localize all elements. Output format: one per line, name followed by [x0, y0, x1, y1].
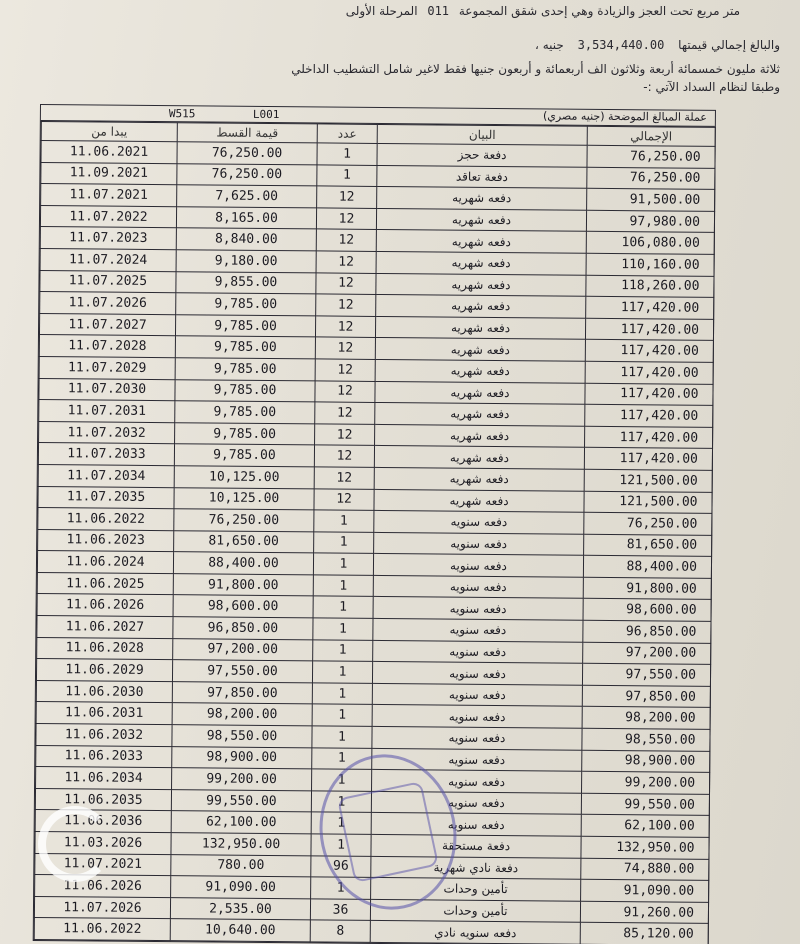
start-date-cell: 11.07.2023 [40, 227, 176, 250]
total-cell: 91,090.00 [581, 879, 709, 902]
start-date-cell: 11.07.2026 [34, 896, 170, 919]
unit-code-1: W515 [168, 107, 196, 121]
installment-value-cell: 76,250.00 [177, 142, 317, 165]
column-header-start-date: يبدا من [41, 122, 177, 142]
count-cell: 1 [312, 748, 372, 770]
description-cell: دفعة مستحقة [371, 834, 581, 857]
start-date-cell: 11.07.2022 [40, 205, 176, 228]
total-cell: 117,420.00 [585, 426, 713, 449]
total-cell: 74,880.00 [581, 858, 709, 881]
count-cell: 1 [313, 640, 373, 662]
column-header-total: الإجمالي [587, 126, 715, 146]
count-cell: 1 [312, 661, 372, 683]
count-cell: 1 [311, 834, 371, 856]
amount-in-words: ثلاثة مليون خمسمائة أربعة وثلاثون الف أربعمائة و أربعون جنيها فقط لاغير شامل التشطيب الداخلي [291, 62, 780, 76]
total-cell: 132,950.00 [581, 836, 709, 859]
total-cell: 99,550.00 [581, 793, 709, 816]
stamp-logo [337, 781, 439, 883]
column-header-installment-value: قيمة القسط [177, 123, 317, 143]
installment-value-cell: 76,250.00 [177, 163, 317, 186]
count-cell: 36 [310, 899, 370, 921]
total-cell: 81,650.00 [584, 534, 712, 557]
description-cell: دفعه سنويه [371, 791, 581, 814]
count-cell: 1 [317, 165, 377, 187]
installment-value-cell: 9,785.00 [175, 422, 315, 445]
total-cell: 76,250.00 [584, 512, 712, 535]
description-cell: دفعه شهريه [377, 187, 587, 210]
count-cell: 12 [316, 272, 376, 294]
total-label: والبالغ إجمالي قيمتها [678, 38, 780, 52]
start-date-cell: 11.06.2035 [35, 788, 171, 811]
description-cell: دفعة نادي شهرية [371, 856, 581, 879]
start-date-cell: 11.07.2035 [38, 486, 174, 509]
start-date-cell: 11.06.2030 [36, 680, 172, 703]
installment-value-cell: 91,090.00 [171, 876, 311, 899]
description-cell: دفعه شهريه [375, 316, 585, 339]
count-cell: 1 [313, 596, 373, 618]
count-cell: 1 [313, 575, 373, 597]
start-date-cell: 11.06.2022 [34, 918, 170, 941]
description-cell: دفعه سنويه [373, 618, 583, 641]
group-number: 011 [427, 4, 450, 18]
start-date-cell: 11.06.2026 [35, 875, 171, 898]
count-cell: 1 [312, 683, 372, 705]
start-date-cell: 11.06.2034 [36, 767, 172, 790]
description-cell: دفعه شهريه [375, 381, 585, 404]
count-cell: 1 [312, 769, 372, 791]
installment-value-cell: 98,600.00 [173, 595, 313, 618]
unit-code-2: L001 [252, 107, 280, 122]
description-cell: دفعه سنويه [372, 726, 582, 749]
installment-value-cell: 62,100.00 [171, 811, 311, 834]
total-cell: 85,120.00 [580, 923, 708, 944]
total-cell: 97,980.00 [586, 210, 714, 233]
total-cell: 98,900.00 [582, 750, 710, 773]
total-cell: 117,420.00 [585, 361, 713, 384]
description-cell: دفعه شهريه [375, 424, 585, 447]
count-cell: 8 [310, 920, 370, 942]
start-date-cell: 11.07.2032 [39, 421, 175, 444]
start-date-cell: 11.06.2021 [41, 141, 177, 164]
count-cell: 12 [315, 424, 375, 446]
installment-value-cell: 2,535.00 [170, 897, 310, 920]
installment-value-cell: 99,550.00 [171, 789, 311, 812]
installment-value-cell: 10,640.00 [170, 919, 310, 942]
count-cell: 12 [315, 402, 375, 424]
installment-value-cell: 98,200.00 [172, 703, 312, 726]
total-cell: 117,420.00 [584, 448, 712, 471]
start-date-cell: 11.06.2029 [36, 659, 172, 682]
total-cell: 97,550.00 [582, 664, 710, 687]
watermark-logo-icon [38, 806, 112, 882]
count-cell: 1 [311, 791, 371, 813]
total-cell: 97,850.00 [582, 685, 710, 708]
total-cell: 62,100.00 [581, 815, 709, 838]
start-date-cell: 11.09.2021 [41, 162, 177, 185]
start-date-cell: 11.06.2028 [37, 637, 173, 660]
installment-value-cell: 9,180.00 [176, 250, 316, 273]
installment-value-cell: 96,850.00 [173, 617, 313, 640]
count-cell: 1 [313, 553, 373, 575]
installment-value-cell: 9,785.00 [174, 444, 314, 467]
description-cell: دفعه سنويه [373, 575, 583, 598]
description-cell: دفعه سنويه [372, 748, 582, 771]
count-cell: 12 [316, 294, 376, 316]
installment-value-cell: 97,850.00 [172, 682, 312, 705]
total-cell: 76,250.00 [587, 167, 715, 190]
installment-value-cell: 7,625.00 [177, 185, 317, 208]
total-cell: 117,420.00 [585, 383, 713, 406]
count-cell: 1 [312, 704, 372, 726]
description-cell: دفعه سنويه [371, 813, 581, 836]
installment-value-cell: 81,650.00 [174, 530, 314, 553]
description-cell: دفعه شهريه [375, 403, 585, 426]
start-date-cell: 11.06.2031 [36, 702, 172, 725]
installment-value-cell: 8,165.00 [176, 206, 316, 229]
description-cell: دفعه شهريه [375, 359, 585, 382]
count-cell: 96 [311, 855, 371, 877]
start-date-cell: 11.07.2026 [40, 292, 176, 315]
total-cell: 106,080.00 [586, 232, 714, 255]
description-cell: دفعه سنويه [374, 532, 584, 555]
description-cell: دفعه شهريه [376, 230, 586, 253]
start-date-cell: 11.07.2024 [40, 248, 176, 271]
count-cell: 1 [311, 812, 371, 834]
description-cell: دفعه سنويه [372, 683, 582, 706]
description-cell: تأمين وحدات [371, 878, 581, 901]
description-cell: تأمين وحدات [370, 899, 580, 922]
description-cell: دفعه سنويه [373, 554, 583, 577]
start-date-cell: 11.06.2022 [38, 508, 174, 531]
description-cell: دفعه شهريه [374, 446, 584, 469]
count-cell: 12 [314, 467, 374, 489]
payment-system-label: وطبقا لنظام السداد الآتي :- [643, 80, 780, 94]
description-cell: دفعه شهريه [376, 208, 586, 231]
description-cell: دفعه شهريه [375, 338, 585, 361]
start-date-cell: 11.07.2033 [38, 443, 174, 466]
start-date-cell: 11.06.2024 [37, 551, 173, 574]
header-total-line [535, 38, 780, 52]
start-date-cell: 11.07.2025 [40, 270, 176, 293]
description-cell: دفعه سنويه [372, 770, 582, 793]
start-date-cell: 11.06.2026 [37, 594, 173, 617]
total-cell: 97,200.00 [583, 642, 711, 665]
total-cell: 121,500.00 [584, 491, 712, 514]
description-cell: دفعه سنويه نادي [370, 921, 580, 944]
start-date-cell: 11.07.2031 [39, 400, 175, 423]
total-cell: 117,420.00 [586, 296, 714, 319]
start-date-cell: 11.07.2021 [35, 853, 171, 876]
header-line-1 [346, 4, 740, 18]
start-date-cell: 11.03.2026 [35, 831, 171, 854]
installment-value-cell: 10,125.00 [174, 466, 314, 489]
start-date-cell: 11.06.2032 [36, 724, 172, 747]
start-date-cell: 11.07.2027 [39, 313, 175, 336]
total-cell: 117,420.00 [585, 340, 713, 363]
count-cell: 1 [313, 618, 373, 640]
count-cell: 1 [312, 726, 372, 748]
total-cell: 99,200.00 [582, 771, 710, 794]
installment-value-cell: 97,550.00 [172, 660, 312, 683]
count-cell: 12 [314, 445, 374, 467]
stage-name: المرحلة الأولى [345, 4, 418, 18]
currency-caption: عملة المبالغ الموضحة (جنيه مصري) [542, 109, 707, 124]
total-cell: 98,600.00 [583, 599, 711, 622]
description-cell: دفعة حجز [377, 143, 587, 166]
start-date-cell: 11.06.2033 [36, 745, 172, 768]
installment-value-cell: 9,785.00 [175, 401, 315, 424]
total-cell: 98,550.00 [582, 728, 710, 751]
description-cell: دفعه شهريه [374, 489, 584, 512]
installment-value-cell: 91,800.00 [173, 574, 313, 597]
column-header-description: البيان [377, 124, 587, 145]
description-cell: دفعه شهريه [376, 251, 586, 274]
start-date-cell: 11.07.2029 [39, 356, 175, 379]
header-line-1-text: متر مربع تحت العجز والزيادة وهي إحدى شقق المجموعة [458, 4, 740, 18]
column-header-count: عدد [317, 124, 377, 144]
installment-value-cell: 132,950.00 [171, 833, 311, 856]
description-cell: دفعه سنويه [373, 597, 583, 620]
description-cell: دفعه شهريه [376, 295, 586, 318]
description-cell: دفعه شهريه [376, 273, 586, 296]
total-currency: جنيه ، [535, 38, 564, 52]
installment-value-cell: 97,200.00 [173, 638, 313, 661]
total-cell: 118,260.00 [586, 275, 714, 298]
start-date-cell: 11.07.2030 [39, 378, 175, 401]
count-cell: 1 [314, 532, 374, 554]
description-cell: دفعه سنويه [372, 662, 582, 685]
count-cell: 1 [317, 143, 377, 165]
installment-value-cell: 8,840.00 [176, 228, 316, 251]
count-cell: 12 [314, 488, 374, 510]
installment-value-cell: 99,200.00 [172, 768, 312, 791]
description-cell: دفعة تعاقد [377, 165, 587, 188]
installment-value-cell: 76,250.00 [174, 509, 314, 532]
installment-value-cell: 9,785.00 [175, 379, 315, 402]
start-date-cell: 11.07.2034 [38, 464, 174, 487]
total-cell: 91,800.00 [583, 577, 711, 600]
installment-value-cell: 9,855.00 [176, 271, 316, 294]
count-cell: 12 [316, 208, 376, 230]
installment-value-cell: 10,125.00 [174, 487, 314, 510]
installment-value-cell: 98,550.00 [172, 725, 312, 748]
installment-value-cell: 98,900.00 [172, 746, 312, 769]
count-cell: 12 [315, 337, 375, 359]
start-date-cell: 11.06.2036 [35, 810, 171, 833]
total-cell: 76,250.00 [587, 145, 715, 168]
total-cell: 91,260.00 [580, 901, 708, 924]
start-date-cell: 11.06.2025 [37, 572, 173, 595]
description-cell: دفعه سنويه [374, 511, 584, 534]
total-cell: 110,160.00 [586, 253, 714, 276]
total-cell: 96,850.00 [583, 620, 711, 643]
count-cell: 12 [315, 359, 375, 381]
description-cell: دفعه سنويه [372, 705, 582, 728]
total-cell: 117,420.00 [585, 318, 713, 341]
total-cell: 121,500.00 [584, 469, 712, 492]
installment-value-cell: 9,785.00 [176, 293, 316, 316]
count-cell: 1 [314, 510, 374, 532]
start-date-cell: 11.07.2021 [41, 184, 177, 207]
installment-value-cell: 9,785.00 [175, 336, 315, 359]
installment-value-cell: 9,785.00 [175, 314, 315, 337]
count-cell: 1 [311, 877, 371, 899]
description-cell: دفعه شهريه [374, 467, 584, 490]
total-cell: 117,420.00 [585, 404, 713, 427]
count-cell: 12 [316, 251, 376, 273]
total-cell: 88,400.00 [583, 556, 711, 579]
count-cell: 12 [316, 229, 376, 251]
start-date-cell: 11.06.2027 [37, 616, 173, 639]
installment-value-cell: 9,785.00 [175, 358, 315, 381]
start-date-cell: 11.06.2023 [38, 529, 174, 552]
count-cell: 12 [317, 186, 377, 208]
total-amount: 3,534,440.00 [577, 38, 665, 52]
total-cell: 91,500.00 [587, 188, 715, 211]
count-cell: 12 [315, 316, 375, 338]
count-cell: 12 [315, 380, 375, 402]
installment-value-cell: 780.00 [171, 854, 311, 877]
installment-value-cell: 88,400.00 [173, 552, 313, 575]
total-cell: 98,200.00 [582, 707, 710, 730]
start-date-cell: 11.07.2028 [39, 335, 175, 358]
description-cell: دفعه سنويه [373, 640, 583, 663]
